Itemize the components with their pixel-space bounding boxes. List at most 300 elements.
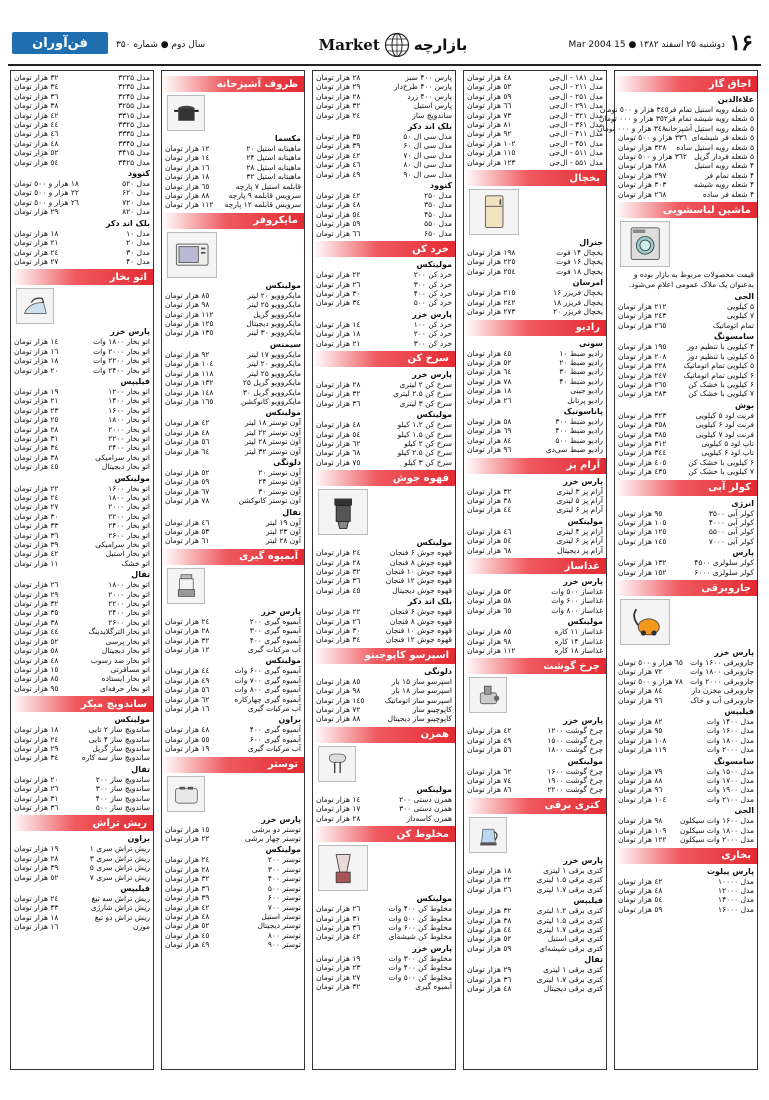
product-price: ١١٥ هزار تومان: [467, 148, 516, 158]
price-row: [14, 188, 150, 197]
product-price: ٢٩٧ هزار تومان: [618, 170, 667, 180]
price-row: [316, 132, 452, 141]
product-price: ٢٦٨ هزار تومان: [618, 189, 667, 199]
product-name: چرخ گوشت ۲۲۰۰: [547, 785, 603, 795]
price-row: [14, 913, 150, 922]
product-price: ٢١ هزار تومان: [14, 396, 59, 406]
product-name: خرد کن ۵۰۰: [413, 298, 452, 308]
product-name: غذاساز ۱۴ کاره: [554, 636, 603, 646]
product-price: ٢٤ هزار تومان: [316, 548, 361, 558]
price-row: [467, 101, 603, 110]
price-row: [467, 248, 603, 257]
price-row: [618, 143, 754, 152]
price-row: [316, 458, 452, 467]
product-name: اتو بخار ۱۶۰۰: [108, 483, 150, 493]
product-price: ٢٤ هزار تومان: [316, 110, 361, 120]
product-price: ١٤ هزار تومان: [165, 153, 210, 163]
product-name: رادیو ضبط ۴۰: [559, 376, 603, 386]
product-price: ٨٥ هزار تومان: [14, 674, 59, 684]
brand-heading: دلونگی: [273, 457, 301, 467]
price-column-5: [10, 70, 154, 1070]
product-name: مدل ۳۲۵۵: [118, 101, 150, 111]
product-name: کتری برقی ۱.۷ لیتری: [536, 924, 603, 934]
price-row: [467, 73, 603, 82]
globe-icon: [384, 32, 410, 58]
product-name: کتری برقی ۱.۵ لیتری: [536, 875, 603, 885]
category-banner: [615, 848, 757, 864]
price-row: [14, 406, 150, 415]
price-row: [14, 396, 150, 405]
product-price: ٢٥ هزار تومان: [14, 415, 59, 425]
product-price: ٣٢ هزار تومان: [316, 567, 361, 576]
price-row: [467, 736, 603, 745]
price-row: [14, 854, 150, 863]
product-price: ٣٨ هزار تومان: [14, 452, 59, 462]
price-row: [14, 794, 150, 803]
product-price: ٤٦ هزار تومان: [316, 160, 361, 170]
price-row: [14, 387, 150, 396]
brand-heading: کنوود: [429, 181, 452, 191]
product-price: ٩٢ هزار تومان: [165, 349, 210, 359]
price-row: [14, 120, 150, 129]
product-price: ٨٥ هزار تومان: [165, 290, 210, 300]
price-row: [467, 417, 603, 426]
product-name: رادیو ضبط ۵۰۰: [555, 435, 603, 445]
product-name: آون ۱۹ لیتر: [265, 517, 301, 527]
price-row: [165, 931, 301, 940]
brand-heading: پارس: [732, 548, 754, 558]
product-price: ١٤٥ هزار تومان: [316, 695, 365, 705]
brand-heading: کنوود: [127, 169, 150, 179]
product-price: ٣٤ هزار تومان: [14, 443, 59, 453]
product-name: ۵ کیلویی با تنظیم دور: [687, 351, 754, 361]
product-name: توستر ۲۰۰: [267, 855, 301, 865]
price-row: [618, 518, 754, 527]
product-name: آون توستر ۳۰: [258, 486, 301, 496]
product-price: ٢٩ هزار تومان: [316, 82, 361, 92]
product-price: ١٢٥ هزار تومان: [618, 527, 667, 537]
brand-heading: مولینکس: [567, 756, 603, 766]
product-price: ١٩ هزار تومان: [14, 386, 59, 396]
category-title: ماشین لباسشویی: [662, 204, 751, 216]
category-banner: [313, 351, 455, 367]
product-name: توستر دو برشی: [251, 824, 301, 834]
product-name: ۶ کیلویی تمام اتوماتیک: [683, 370, 754, 380]
grinder-icon: [474, 682, 503, 709]
product-price: ٤٨ هزار تومان: [165, 911, 210, 921]
product-name: اتو بخار ایستاده: [101, 674, 150, 684]
product-price: ٣٦ هزار تومان: [14, 530, 59, 540]
price-row: [14, 443, 150, 452]
product-price: ٣٤ هزار تومان: [316, 298, 361, 308]
brand-heading: پارس خزر: [412, 369, 452, 379]
product-name: مخلوط کن ۳۰۰ وات: [388, 953, 452, 963]
price-row: [618, 816, 754, 825]
product-name: مدل ۲۹۱ - ال‌جی: [549, 101, 603, 111]
product-name: آون ۲۸ لیتر: [265, 536, 301, 546]
product-name: مدل ۵۱۱ - ال‌جی: [549, 148, 603, 158]
product-name: ماهیتابه استیل ۲۴: [246, 153, 301, 163]
price-row: [165, 626, 301, 635]
price-row: [618, 527, 754, 536]
product-price: ٢٨ هزار تومان: [165, 864, 210, 874]
product-name: مدل ۵۵۰: [424, 219, 452, 229]
product-price: ٣٦٢ هزار و ٥٠٠ تومان: [618, 152, 687, 162]
product-name: مدل سی ال ۵۰: [403, 132, 452, 142]
product-name: آون ۲۳ لیتر: [265, 526, 301, 536]
product-name: مدل ۱۶۰۰۰: [718, 904, 754, 914]
product-price: ٢٤ هزار تومان: [165, 616, 210, 626]
product-name: چرخ گوشت ۱۲۰۰: [547, 726, 603, 736]
category-banner: [313, 648, 455, 664]
price-row: [316, 635, 452, 644]
price-row: [316, 705, 452, 714]
product-name: مدل ۱۵۰۰ وات: [706, 766, 754, 776]
price-row: [165, 725, 301, 734]
price-row: [467, 288, 603, 297]
product-price: ١٦ هزار تومان: [165, 162, 210, 172]
price-row: [14, 784, 150, 793]
product-price: ١٣٢ هزار تومان: [618, 558, 667, 568]
product-price: ٤٤ هزار تومان: [467, 924, 512, 934]
price-row: [165, 182, 301, 191]
category-banner: [464, 798, 606, 814]
product-price: ٧٣ هزار تومان: [467, 110, 512, 120]
brand-heading: جنرال: [579, 238, 603, 248]
price-row: [14, 618, 150, 627]
price-row: [467, 298, 603, 307]
product-name: قهوه جوش ۸ فنجان: [389, 616, 452, 626]
product-photo: [167, 568, 205, 604]
product-price: ١٨ هزار و ٥٠٠ تومان: [14, 179, 79, 189]
product-price: ٥٢ هزار تومان: [165, 467, 210, 477]
price-row: [316, 439, 452, 448]
product-price: ٧٨ هزار تومان: [467, 376, 512, 386]
product-price: ٢٢ هزار و ٥٠٠ تومان: [14, 188, 79, 198]
product-name: اتو بخار دیجیتال: [101, 646, 150, 656]
category-title: کتری برقی: [544, 800, 600, 812]
product-name: ریش تراش سری ۷: [89, 872, 150, 882]
product-price: ٥٩ هزار تومان: [316, 219, 361, 229]
price-row: [467, 906, 603, 915]
price-row: [14, 521, 150, 530]
product-name: جاروبرقی ۱۶۰۰ وات: [690, 658, 754, 667]
price-row: [14, 531, 150, 540]
brand-heading: تفال: [282, 507, 301, 517]
product-name: توستر ۸۰۰: [267, 930, 301, 940]
newspaper-logo: فن‌آوران: [12, 32, 108, 54]
product-name: اتو بخار ۲۴۰۰: [108, 521, 150, 531]
product-price: ٣٤٨ هزار و ٠٠٠ تومان: [597, 123, 666, 133]
product-price: ٤٤ هزار تومان: [165, 666, 210, 676]
product-price: ٣٢ هزار تومان: [316, 981, 361, 991]
category-banner: [162, 76, 304, 92]
price-row: [618, 667, 754, 676]
product-price: ٩٨ هزار تومان: [165, 300, 210, 310]
product-name: رادیو ضبط ۲۰: [559, 357, 603, 367]
product-name: ۵ شعله رویه استیل ساده: [676, 142, 754, 152]
product-name: تاپ لود ۵ کیلویی: [701, 438, 754, 448]
price-row: [618, 686, 754, 695]
product-price: ٨١ هزار تومان: [467, 120, 512, 130]
price-row: [467, 596, 603, 605]
price-row: [618, 776, 754, 785]
product-price: ٥٢ هزار تومان: [14, 872, 59, 882]
product-name: مدل سی ال ۶۰: [403, 141, 452, 151]
price-row: [467, 436, 603, 445]
product-name: مدل ۳۳۳۵: [118, 129, 150, 139]
price-row: [467, 139, 603, 148]
price-row: [14, 434, 150, 443]
price-row: [618, 696, 754, 705]
product-price: ٣٨٥ هزار تومان: [618, 429, 667, 439]
price-row: [14, 803, 150, 812]
product-name: سرخ کن ۱.۲ کیلو: [397, 420, 452, 430]
brand-heading: پارس خزر: [714, 648, 754, 657]
product-name: مدل ۱۲۰۰۰: [718, 885, 754, 895]
product-price: ٢٤٣ هزار تومان: [618, 311, 667, 321]
price-note: قیمت محصولات مربوط به بازار بوده و به‌عنوان یک ملاک عمومی اعلام می‌شود.: [628, 270, 754, 290]
section-title-en: Market: [318, 36, 380, 54]
price-row: [467, 487, 603, 496]
product-price: ٣٢ هزار تومان: [165, 874, 210, 884]
product-price: ٤٥ هزار تومان: [14, 462, 59, 472]
product-name: ۶ کیلویی با خشک کن: [688, 457, 754, 467]
product-price: ٩٦ هزار تومان: [618, 695, 663, 705]
product-name: اتو مسافرتی: [110, 664, 150, 674]
product-price: ٤٢ هزار تومان: [618, 876, 663, 886]
product-name: کولر آبی ۵۵۰۰: [708, 527, 754, 537]
brand-heading: فیلیپس: [120, 884, 150, 893]
price-row: [14, 207, 150, 216]
product-name: اتو خشک: [121, 558, 150, 568]
product-name: اتو بخار پرسی: [105, 636, 150, 646]
product-price: ٣٤٤ هزار تومان: [618, 448, 667, 458]
product-price: ٤٨ هزار تومان: [316, 200, 361, 210]
product-name: کتری برقی دیجیتال: [543, 983, 603, 993]
product-name: مدل ۱۸۰۰ وات: [706, 735, 754, 745]
product-price: ٣٢ هزار تومان: [316, 101, 361, 111]
price-row: [165, 636, 301, 645]
price-row: [165, 428, 301, 437]
product-photo: [318, 489, 368, 535]
price-row: [618, 835, 754, 844]
product-name: آبمیوه گیری ۴۰۰: [249, 725, 301, 735]
product-name: ساندویچ ساز ۳۰۰: [95, 784, 150, 794]
product-price: ٩٨ هزار تومان: [467, 636, 512, 646]
price-row: [618, 161, 754, 170]
product-name: چرخ گوشت ۱۸۰۰: [547, 745, 603, 755]
product-name: مدل ۳۲۲۵: [118, 73, 150, 82]
price-row: [165, 144, 301, 153]
product-price: ٩٨ هزار تومان: [316, 686, 361, 696]
product-name: مدل ۳۳۴۵: [118, 138, 150, 148]
product-name: اتو بخار ۲۲۰۰: [108, 599, 150, 609]
brand-heading: تفال: [131, 570, 150, 580]
product-price: ١٨ هزار تومان: [316, 329, 361, 339]
product-name: پارس ۴۰۰ سبز: [405, 73, 452, 82]
product-name: مدل سی ال ۸۰: [403, 160, 452, 170]
product-name: چرخ گوشت ۱۹۰۰: [547, 776, 603, 786]
product-name: مایکروویو ۲۰ لیتر: [247, 290, 301, 300]
product-name: ساندویچ ساز: [412, 110, 452, 120]
product-price: ٢٤ هزار تومان: [165, 855, 210, 865]
brand-heading: امرسان: [572, 278, 603, 288]
product-price: ٣٠ هزار تومان: [316, 288, 361, 298]
price-row: [14, 599, 150, 608]
product-name: رادیو ضبط سی‌دی: [545, 445, 603, 455]
product-name: مدل سی ال ۷۰: [403, 150, 452, 160]
product-price: ١٩٥ هزار تومان: [618, 342, 667, 352]
product-price: ٢٥٤ هزار تومان: [467, 266, 516, 276]
product-price: ٤٥ هزار تومان: [467, 348, 512, 358]
product-name: اتو بخار ۲۲۰۰: [108, 433, 150, 443]
product-price: ٦٢ هزار تومان: [316, 438, 361, 448]
product-name: اتو بخار حرفه‌ای: [100, 683, 150, 693]
product-name: مدل سی ال ۹۰: [403, 169, 452, 179]
price-row: [316, 982, 452, 991]
product-price: ٢٨ هزار تومان: [316, 379, 361, 389]
price-row: [165, 388, 301, 397]
product-price: ١٦ هزار تومان: [165, 704, 210, 714]
product-price: ٨٥ هزار تومان: [316, 676, 361, 686]
price-row: [618, 558, 754, 567]
product-price: ١٢٢ هزار تومان: [618, 835, 667, 845]
category-banner: [464, 170, 606, 186]
product-price: ٢١٢ هزار تومان: [618, 302, 667, 312]
product-name: مدل ۲۰۰۰ وات: [706, 745, 754, 755]
price-row: [618, 361, 754, 370]
product-name: مدل ۲۵۱ - ال‌جی: [549, 91, 603, 101]
product-name: آون توستر ۲۸ لیتر: [244, 437, 301, 447]
product-price: ٣٢ هزار تومان: [14, 73, 59, 82]
price-row: [165, 695, 301, 704]
product-price: ٥٤ هزار تومان: [316, 429, 361, 439]
product-price: ٤٨ هزار تومان: [618, 885, 663, 895]
product-price: ٥٤ هزار تومان: [316, 209, 361, 219]
category-title: آبمیوه گیری: [239, 551, 298, 563]
product-name: ریش تراش دو تیغ: [94, 912, 150, 922]
product-price: ٩٦ هزار تومان: [467, 445, 512, 455]
brand-heading: مولینکس: [114, 715, 150, 725]
product-price: ٦٨ هزار تومان: [467, 545, 512, 555]
fridge-icon: [475, 194, 513, 229]
product-name: رادیو ضبط ۱۰: [559, 348, 603, 358]
product-price: ٢٧٣ هزار تومان: [467, 307, 516, 317]
price-row: [165, 153, 301, 162]
product-price: ١٠٢ هزار تومان: [467, 138, 516, 148]
product-name: اتو بخار استیل: [105, 549, 150, 559]
product-name: مدل ۳۲۱ - ال‌جی: [549, 110, 603, 120]
product-name: همزن دستی ۲۰۰: [399, 794, 452, 804]
price-row: [618, 677, 754, 686]
product-price: ١٤ هزار تومان: [316, 794, 361, 804]
product-name: آبمیوه گیری ۴۰۰: [249, 635, 301, 645]
product-price: ٢٤ هزار تومان: [14, 247, 59, 257]
product-name: ساندویچ ساز گریل: [92, 743, 150, 753]
product-price: ٥٨ هزار تومان: [467, 596, 512, 606]
product-price: ٤٢ هزار تومان: [14, 549, 59, 559]
price-row: [14, 111, 150, 120]
product-name: مدل ۴۰: [126, 256, 150, 266]
category-banner: [615, 76, 757, 92]
product-price: ٥٥ هزار تومان: [165, 734, 210, 744]
brand-heading: تفال: [131, 764, 150, 774]
product-name: ریش تراش شارژی: [90, 903, 150, 913]
product-name: مدل ۴۵۰: [424, 209, 452, 219]
price-row: [467, 129, 603, 138]
brand-heading: بلک اند دکر: [407, 597, 452, 607]
price-row: [165, 172, 301, 181]
product-price: ٥٩ هزار تومان: [618, 904, 663, 914]
product-name: مایکروویو ۲۵ لیتر: [247, 300, 301, 310]
product-price: ٧٢ هزار تومان: [618, 667, 663, 677]
product-name: ۴ کیلویی با تنظیم دور: [687, 342, 754, 352]
product-name: آرام پز ۶ لیتری: [556, 536, 603, 546]
price-column-1: [597, 70, 758, 1070]
product-name: ماهیتابه استیل ۲۸: [246, 162, 301, 172]
product-price: ٣٥ هزار تومان: [14, 608, 59, 618]
product-price: ١٨ هزار تومان: [467, 865, 512, 875]
product-price: ٢٢ هزار تومان: [316, 270, 361, 280]
product-name: مدل ۳۴۲۵: [118, 157, 150, 167]
product-price: ٤٨ هزار تومان: [165, 725, 210, 735]
product-price: ٢١٥ هزار تومان: [467, 288, 516, 298]
product-price: ٣٦ هزار تومان: [165, 883, 210, 893]
product-price: ٥٩ هزار تومان: [467, 943, 512, 953]
kettle-icon: [474, 821, 503, 848]
category-banner: [162, 757, 304, 773]
category-banner: [313, 470, 455, 486]
price-row: [618, 658, 754, 667]
product-price: ٤٦ هزار تومان: [14, 129, 59, 139]
price-row: [467, 307, 603, 316]
price-row: [467, 646, 603, 655]
product-name: رادیو ضبط ۳۰: [559, 367, 603, 377]
price-row: [14, 366, 150, 375]
price-row: [14, 139, 150, 148]
price-row: [316, 696, 452, 705]
product-price: ٥٩ هزار تومان: [165, 477, 210, 487]
product-name: غذاساز ۵۰۰ وات: [551, 587, 603, 596]
brand-heading: سامسونگ: [713, 756, 754, 766]
product-price: ٩٨ هزار تومان: [618, 816, 663, 826]
product-price: ٧٢ هزار تومان: [316, 705, 361, 715]
category-banner: [615, 480, 757, 496]
product-name: مدل ۳۵۰: [424, 200, 452, 210]
product-price: ٣٢ هزار تومان: [467, 486, 512, 496]
product-price: ٢٦ هزار تومان: [316, 616, 361, 626]
product-price: ٢٤٧ هزار تومان: [618, 370, 667, 380]
price-row: [165, 378, 301, 387]
price-row: [316, 963, 452, 972]
product-name: مدل ۱۴۰۰ وات: [706, 717, 754, 727]
product-name: کتری برقی ۱ لیتری: [543, 965, 603, 975]
product-name: اتو بخار ۲۲۰۰ وات: [93, 356, 150, 366]
product-name: ساندویچ ساز ۴۰۰: [95, 793, 150, 803]
category-banner: [11, 696, 153, 712]
price-row: [316, 280, 452, 289]
price-row: [467, 627, 603, 636]
price-row: [316, 141, 452, 150]
product-name: آون توستر ۱۸ لیتر: [244, 418, 301, 428]
product-photo: [318, 845, 368, 891]
product-price: ٣٤٥ هزار و ٥٠٠ تومان: [599, 105, 669, 114]
price-row: [14, 101, 150, 110]
product-name: همزن کاسه‌دار: [406, 813, 452, 823]
product-name: پارس ۴۰۰ طرح‌دار: [393, 82, 452, 92]
product-name: قهوه جوش ۱۰ فنجان: [385, 567, 452, 576]
